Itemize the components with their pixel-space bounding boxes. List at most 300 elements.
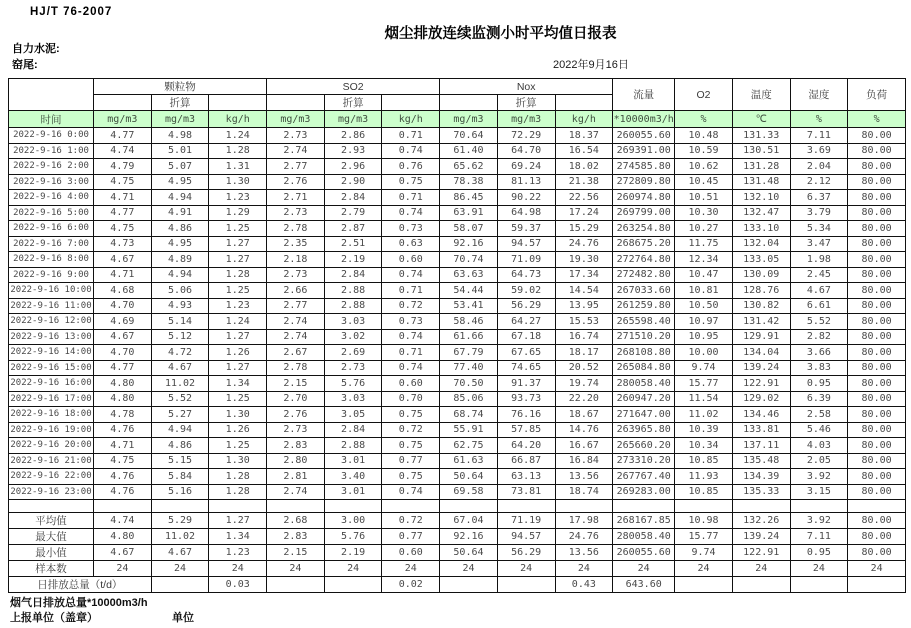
table-row	[9, 376, 906, 392]
value-cell: 72.29	[497, 128, 555, 144]
value-cell: 5.52	[790, 314, 848, 330]
value-cell: 19.74	[555, 376, 613, 392]
value-cell: 2.84	[324, 422, 382, 438]
summary-value-cell: 0.60	[382, 545, 440, 561]
value-cell: 18.37	[555, 128, 613, 144]
value-cell: 1.27	[209, 252, 267, 268]
empty-cell	[613, 500, 675, 513]
value-cell: 63.91	[440, 205, 498, 221]
value-cell: 80.00	[848, 283, 906, 299]
value-cell: 4.77	[94, 205, 152, 221]
value-cell: 0.75	[382, 469, 440, 485]
value-cell: 0.71	[382, 283, 440, 299]
value-cell: 3.40	[324, 469, 382, 485]
value-cell: 2.77	[267, 298, 325, 314]
time-cell: 2022-9-16 13:00	[9, 329, 94, 345]
unit-header-5: mg/m3	[324, 111, 382, 128]
monitoring-table	[8, 78, 906, 593]
summary-value-cell: 3.00	[324, 513, 382, 529]
value-cell: 6.39	[790, 391, 848, 407]
daily-total-cell	[267, 577, 325, 593]
value-cell: 73.81	[497, 484, 555, 500]
table-row	[9, 469, 906, 485]
summary-value-cell: 24	[732, 561, 790, 577]
summary-value-cell: 24	[790, 561, 848, 577]
daily-total-cell	[790, 577, 848, 593]
sub-empty	[555, 95, 613, 111]
single-header-3: 温度	[732, 79, 790, 111]
value-cell: 4.86	[151, 438, 209, 454]
value-cell: 2.74	[267, 329, 325, 345]
value-cell: 130.51	[732, 143, 790, 159]
value-cell: 2.73	[267, 267, 325, 283]
value-cell: 10.95	[675, 329, 733, 345]
value-cell: 10.85	[675, 453, 733, 469]
value-cell: 0.74	[382, 205, 440, 221]
value-cell: 1.29	[209, 205, 267, 221]
value-cell: 1.28	[209, 469, 267, 485]
value-cell: 4.71	[94, 267, 152, 283]
value-cell: 2.78	[267, 360, 325, 376]
value-cell: 70.64	[440, 128, 498, 144]
value-cell: 17.34	[555, 267, 613, 283]
unit-header-12: ℃	[732, 111, 790, 128]
value-cell: 11.02	[675, 407, 733, 423]
value-cell: 4.75	[94, 174, 152, 190]
unit-header-7: mg/m3	[440, 111, 498, 128]
unit-header-3: kg/h	[209, 111, 267, 128]
value-cell: 2.12	[790, 174, 848, 190]
value-cell: 80.00	[848, 298, 906, 314]
value-cell: 5.46	[790, 422, 848, 438]
table-row	[9, 128, 906, 144]
group-header-3: Nox	[440, 79, 613, 95]
summary-value-cell: 24	[324, 561, 382, 577]
value-cell: 131.33	[732, 128, 790, 144]
value-cell: 10.39	[675, 422, 733, 438]
empty-cell	[440, 500, 498, 513]
value-cell: 0.60	[382, 252, 440, 268]
table-row	[9, 453, 906, 469]
value-cell: 10.00	[675, 345, 733, 361]
value-cell: 0.73	[382, 221, 440, 237]
summary-value-cell: 268167.85	[613, 513, 675, 529]
unit-header-6: kg/h	[382, 111, 440, 128]
value-cell: 263965.80	[613, 422, 675, 438]
value-cell: 260947.20	[613, 391, 675, 407]
value-cell: 1.25	[209, 221, 267, 237]
unit-header-11: %	[675, 111, 733, 128]
value-cell: 80.00	[848, 329, 906, 345]
value-cell: 0.75	[382, 438, 440, 454]
value-cell: 0.76	[382, 159, 440, 175]
summary-value-cell: 24	[555, 561, 613, 577]
sub-empty	[382, 95, 440, 111]
value-cell: 50.64	[440, 469, 498, 485]
value-cell: 133.05	[732, 252, 790, 268]
value-cell: 2.73	[324, 360, 382, 376]
empty-cell	[94, 500, 152, 513]
value-cell: 269391.00	[613, 143, 675, 159]
value-cell: 0.71	[382, 345, 440, 361]
value-cell: 1.98	[790, 252, 848, 268]
value-cell: 1.30	[209, 453, 267, 469]
value-cell: 1.26	[209, 345, 267, 361]
value-cell: 1.27	[209, 329, 267, 345]
daily-total-cell	[151, 577, 209, 593]
value-cell: 10.81	[675, 283, 733, 299]
value-cell: 3.03	[324, 391, 382, 407]
summary-value-cell: 5.76	[324, 529, 382, 545]
value-cell: 1.28	[209, 484, 267, 500]
summary-value-cell: 4.67	[94, 545, 152, 561]
value-cell: 1.27	[209, 236, 267, 252]
table-body	[9, 128, 906, 593]
sub-empty	[440, 95, 498, 111]
value-cell: 1.24	[209, 314, 267, 330]
page-title: 烟尘排放连续监测小时平均值日报表	[384, 26, 617, 42]
value-cell: 55.91	[440, 422, 498, 438]
kiln-location-label: 窑尾:	[12, 59, 38, 71]
value-cell: 64.27	[497, 314, 555, 330]
value-cell: 4.94	[151, 267, 209, 283]
empty-cell	[497, 500, 555, 513]
value-cell: 4.86	[151, 221, 209, 237]
value-cell: 4.94	[151, 190, 209, 206]
value-cell: 80.00	[848, 484, 906, 500]
value-cell: 62.75	[440, 438, 498, 454]
value-cell: 3.01	[324, 453, 382, 469]
summary-value-cell: 132.26	[732, 513, 790, 529]
daily-total-cell: 643.60	[613, 577, 675, 593]
value-cell: 61.40	[440, 143, 498, 159]
value-cell: 58.07	[440, 221, 498, 237]
value-cell: 4.95	[151, 236, 209, 252]
table-row	[9, 174, 906, 190]
value-cell: 10.48	[675, 128, 733, 144]
value-cell: 2.18	[267, 252, 325, 268]
daily-total-cell	[848, 577, 906, 593]
value-cell: 5.07	[151, 159, 209, 175]
unit-label: 单位	[172, 612, 194, 624]
value-cell: 85.06	[440, 391, 498, 407]
value-cell: 2.84	[324, 267, 382, 283]
time-cell: 2022-9-16 16:00	[9, 376, 94, 392]
value-cell: 70.50	[440, 376, 498, 392]
summary-value-cell: 9.74	[675, 545, 733, 561]
value-cell: 2.66	[267, 283, 325, 299]
time-cell: 2022-9-16 20:00	[9, 438, 94, 454]
unit-header-14: %	[848, 111, 906, 128]
sub-empty	[267, 95, 325, 111]
value-cell: 94.57	[497, 236, 555, 252]
value-cell: 10.47	[675, 267, 733, 283]
value-cell: 80.00	[848, 143, 906, 159]
time-cell: 2022-9-16 0:00	[9, 128, 94, 144]
value-cell: 132.10	[732, 190, 790, 206]
value-cell: 10.30	[675, 205, 733, 221]
value-cell: 1.27	[209, 360, 267, 376]
summary-value-cell: 24	[151, 561, 209, 577]
value-cell: 4.03	[790, 438, 848, 454]
value-cell: 1.34	[209, 376, 267, 392]
value-cell: 4.68	[94, 283, 152, 299]
value-cell: 2.80	[267, 453, 325, 469]
table-row	[9, 190, 906, 206]
value-cell: 13.56	[555, 469, 613, 485]
daily-total-cell	[324, 577, 382, 593]
value-cell: 10.51	[675, 190, 733, 206]
table-header	[9, 79, 906, 128]
value-cell: 2.88	[324, 298, 382, 314]
time-cell: 2022-9-16 3:00	[9, 174, 94, 190]
summary-row-2	[9, 529, 906, 545]
daily-total-cell	[732, 577, 790, 593]
unit-header-10: *10000m3/h	[613, 111, 675, 128]
value-cell: 6.37	[790, 190, 848, 206]
summary-value-cell: 24	[675, 561, 733, 577]
value-cell: 260974.80	[613, 190, 675, 206]
value-cell: 92.16	[440, 236, 498, 252]
value-cell: 4.71	[94, 190, 152, 206]
value-cell: 267767.40	[613, 469, 675, 485]
summary-value-cell: 7.11	[790, 529, 848, 545]
value-cell: 3.03	[324, 314, 382, 330]
value-cell: 0.74	[382, 360, 440, 376]
value-cell: 265084.80	[613, 360, 675, 376]
value-cell: 80.00	[848, 407, 906, 423]
value-cell: 2.84	[324, 190, 382, 206]
summary-value-cell: 92.16	[440, 529, 498, 545]
value-cell: 56.29	[497, 298, 555, 314]
value-cell: 4.80	[94, 376, 152, 392]
value-cell: 80.00	[848, 422, 906, 438]
time-cell: 2022-9-16 23:00	[9, 484, 94, 500]
summary-value-cell: 280058.40	[613, 529, 675, 545]
table-row	[9, 360, 906, 376]
value-cell: 81.13	[497, 174, 555, 190]
value-cell: 267033.60	[613, 283, 675, 299]
summary-value-cell: 11.02	[151, 529, 209, 545]
value-cell: 271647.00	[613, 407, 675, 423]
value-cell: 268675.20	[613, 236, 675, 252]
value-cell: 2.82	[790, 329, 848, 345]
value-cell: 4.72	[151, 345, 209, 361]
table-row	[9, 345, 906, 361]
value-cell: 5.06	[151, 283, 209, 299]
value-cell: 4.70	[94, 345, 152, 361]
value-cell: 2.04	[790, 159, 848, 175]
value-cell: 1.30	[209, 407, 267, 423]
value-cell: 268108.80	[613, 345, 675, 361]
value-cell: 4.67	[94, 252, 152, 268]
value-cell: 129.02	[732, 391, 790, 407]
value-cell: 2.88	[324, 438, 382, 454]
value-cell: 4.89	[151, 252, 209, 268]
time-cell: 2022-9-16 7:00	[9, 236, 94, 252]
daily-total-cell: 0.02	[382, 577, 440, 593]
value-cell: 14.54	[555, 283, 613, 299]
value-cell: 12.34	[675, 252, 733, 268]
value-cell: 4.77	[94, 360, 152, 376]
value-cell: 18.02	[555, 159, 613, 175]
value-cell: 137.11	[732, 438, 790, 454]
value-cell: 272764.80	[613, 252, 675, 268]
report-date: 2022年9月16日	[553, 59, 629, 71]
summary-value-cell: 24.76	[555, 529, 613, 545]
value-cell: 80.00	[848, 453, 906, 469]
value-cell: 19.30	[555, 252, 613, 268]
time-cell: 2022-9-16 11:00	[9, 298, 94, 314]
value-cell: 134.04	[732, 345, 790, 361]
value-cell: 5.16	[151, 484, 209, 500]
value-cell: 2.73	[267, 422, 325, 438]
summary-row-1	[9, 513, 906, 529]
value-cell: 67.18	[497, 329, 555, 345]
value-cell: 10.50	[675, 298, 733, 314]
value-cell: 70.74	[440, 252, 498, 268]
value-cell: 64.20	[497, 438, 555, 454]
value-cell: 135.33	[732, 484, 790, 500]
value-cell: 269799.00	[613, 205, 675, 221]
value-cell: 2.70	[267, 391, 325, 407]
single-header-5: 负荷	[848, 79, 906, 111]
converted-header-2: 折算	[324, 95, 382, 111]
value-cell: 69.24	[497, 159, 555, 175]
value-cell: 18.17	[555, 345, 613, 361]
value-cell: 5.34	[790, 221, 848, 237]
value-cell: 80.00	[848, 205, 906, 221]
value-cell: 0.60	[382, 376, 440, 392]
value-cell: 261259.80	[613, 298, 675, 314]
value-cell: 65.62	[440, 159, 498, 175]
value-cell: 128.76	[732, 283, 790, 299]
value-cell: 269283.00	[613, 484, 675, 500]
empty-cell	[732, 500, 790, 513]
value-cell: 5.12	[151, 329, 209, 345]
empty-cell	[151, 500, 209, 513]
value-cell: 2.87	[324, 221, 382, 237]
value-cell: 66.87	[497, 453, 555, 469]
spacer-row	[9, 500, 906, 513]
empty-cell	[555, 500, 613, 513]
value-cell: 132.47	[732, 205, 790, 221]
value-cell: 6.61	[790, 298, 848, 314]
value-cell: 2.86	[324, 128, 382, 144]
value-cell: 5.01	[151, 143, 209, 159]
value-cell: 273310.20	[613, 453, 675, 469]
value-cell: 58.46	[440, 314, 498, 330]
value-cell: 4.76	[94, 422, 152, 438]
value-cell: 5.14	[151, 314, 209, 330]
value-cell: 4.79	[94, 159, 152, 175]
unit-header-1: mg/m3	[94, 111, 152, 128]
summary-row-4	[9, 561, 906, 577]
company-label: 自力水泥:	[12, 43, 60, 55]
value-cell: 80.00	[848, 345, 906, 361]
table-row	[9, 236, 906, 252]
value-cell: 80.00	[848, 221, 906, 237]
value-cell: 1.25	[209, 283, 267, 299]
time-cell: 2022-9-16 14:00	[9, 345, 94, 361]
value-cell: 80.00	[848, 391, 906, 407]
time-cell: 2022-9-16 19:00	[9, 422, 94, 438]
value-cell: 11.75	[675, 236, 733, 252]
value-cell: 86.45	[440, 190, 498, 206]
unit-header-2: mg/m3	[151, 111, 209, 128]
summary-value-cell: 2.15	[267, 545, 325, 561]
value-cell: 2.73	[267, 205, 325, 221]
converted-header-3: 折算	[497, 95, 555, 111]
time-cell: 2022-9-16 18:00	[9, 407, 94, 423]
value-cell: 69.58	[440, 484, 498, 500]
value-cell: 3.01	[324, 484, 382, 500]
value-cell: 4.76	[94, 484, 152, 500]
value-cell: 16.74	[555, 329, 613, 345]
sub-empty	[94, 95, 152, 111]
value-cell: 4.70	[94, 298, 152, 314]
summary-label: 样本数	[9, 561, 94, 577]
value-cell: 1.25	[209, 438, 267, 454]
value-cell: 4.80	[94, 391, 152, 407]
value-cell: 78.38	[440, 174, 498, 190]
value-cell: 63.13	[497, 469, 555, 485]
value-cell: 131.28	[732, 159, 790, 175]
value-cell: 3.79	[790, 205, 848, 221]
value-cell: 0.72	[382, 298, 440, 314]
time-cell: 2022-9-16 6:00	[9, 221, 94, 237]
value-cell: 80.00	[848, 190, 906, 206]
summary-value-cell: 94.57	[497, 529, 555, 545]
summary-value-cell: 260055.60	[613, 545, 675, 561]
value-cell: 80.00	[848, 360, 906, 376]
value-cell: 11.93	[675, 469, 733, 485]
summary-value-cell: 4.67	[151, 545, 209, 561]
value-cell: 67.79	[440, 345, 498, 361]
value-cell: 10.34	[675, 438, 733, 454]
value-cell: 2.93	[324, 143, 382, 159]
value-cell: 77.40	[440, 360, 498, 376]
value-cell: 4.78	[94, 407, 152, 423]
value-cell: 57.85	[497, 422, 555, 438]
value-cell: 122.91	[732, 376, 790, 392]
value-cell: 11.02	[151, 376, 209, 392]
value-cell: 0.71	[382, 190, 440, 206]
value-cell: 68.74	[440, 407, 498, 423]
value-cell: 4.91	[151, 205, 209, 221]
value-cell: 22.56	[555, 190, 613, 206]
value-cell: 3.15	[790, 484, 848, 500]
empty-cell	[848, 500, 906, 513]
table-row	[9, 283, 906, 299]
value-cell: 76.16	[497, 407, 555, 423]
empty-cell	[324, 500, 382, 513]
value-cell: 4.73	[94, 236, 152, 252]
value-cell: 3.69	[790, 143, 848, 159]
value-cell: 18.74	[555, 484, 613, 500]
value-cell: 4.74	[94, 143, 152, 159]
value-cell: 4.75	[94, 453, 152, 469]
time-cell: 2022-9-16 8:00	[9, 252, 94, 268]
value-cell: 133.10	[732, 221, 790, 237]
table-row	[9, 221, 906, 237]
value-cell: 15.77	[675, 376, 733, 392]
value-cell: 22.20	[555, 391, 613, 407]
summary-value-cell: 56.29	[497, 545, 555, 561]
summary-value-cell: 0.72	[382, 513, 440, 529]
summary-value-cell: 24	[613, 561, 675, 577]
value-cell: 2.58	[790, 407, 848, 423]
